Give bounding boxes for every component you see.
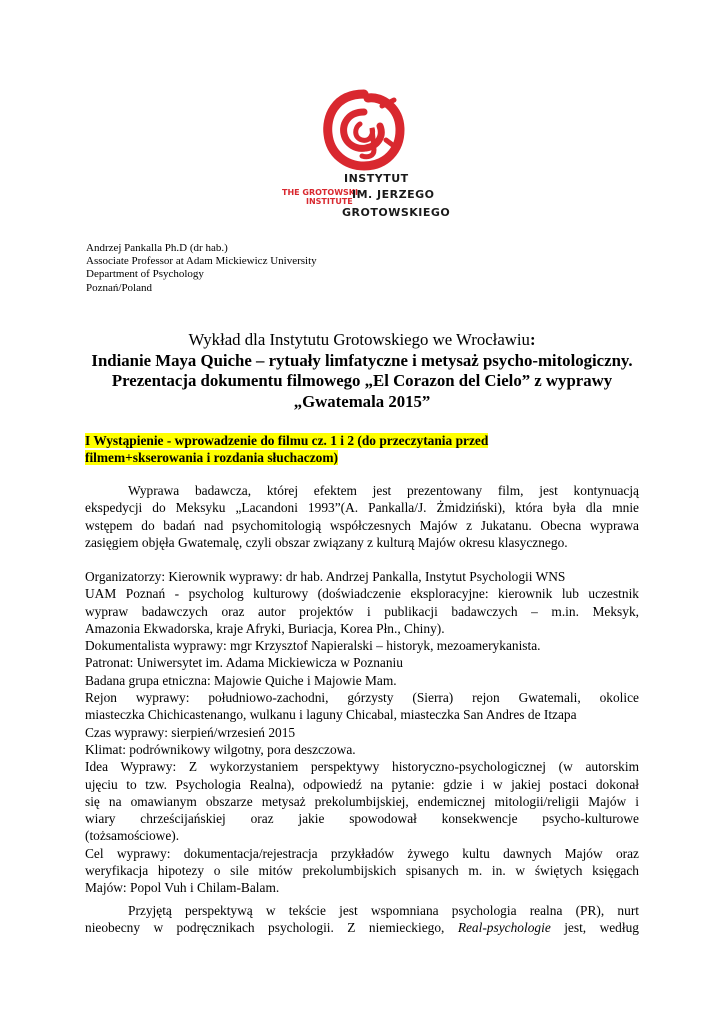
paragraph-details — [85, 568, 639, 897]
subtitle-line-1: Prezentacja dokumentu filmowego „El Corazon del Cielo” z wyprawy — [111, 371, 613, 390]
paragraph-line: wstępem do badań nad psychomitologią współczesnych Majów z Jukatanu. Obecna wyprawa — [85, 517, 639, 533]
institute-logo — [282, 88, 451, 228]
paragraph-line: zasięgiem objęła Gwatemalę, czyli obszar związany z kulturą Majów okresu klasycznego. — [85, 534, 568, 550]
logo-red-line-2: INSTITUTE — [306, 197, 353, 206]
paragraph-line: Idea Wyprawy: Z wykorzystaniem perspektywy historyczno-psychologicznej (w autorskim — [85, 759, 639, 775]
paragraph-line: UAM Poznań - psycholog kulturowy (doświadczenie eksploracyjne: kierownik lub uczestnik — [85, 586, 639, 602]
paragraph-line: nieobecny w podręcznikach psychologii. Z niemieckiego, Real-psychologie jest, według — [85, 920, 639, 936]
paragraph-line: Rejon wyprawy: południowo-zachodni, górzysty (Sierra) rejon Gwatemali, okolice — [85, 690, 639, 706]
logo-line-2: IM. JERZEGO — [352, 188, 435, 201]
author-department: Department of Psychology — [86, 268, 204, 281]
paragraph-line: wiary chrześcijańskiej oraz jakie spowodował konsekwencje psycho-kulturowe — [85, 811, 639, 827]
paragraph-line: Dokumentalista wyprawy: mgr Krzysztof Napieralski – historyk, mezoamerykanista. — [85, 638, 541, 654]
author-name: Andrzej Pankalla Ph.D (dr hab.) — [86, 242, 228, 254]
paragraph-line: Klimat: podrównikowy wilgotny, pora deszczowa. — [85, 741, 356, 757]
author-block — [86, 242, 317, 295]
paragraph-line: weryfikacja hipotezy o sile mitów prekolumbijskich spisanych m. in. w świętych księgach — [85, 863, 639, 879]
paragraph-line: ekspedycji do Meksyku „Lacandoni 1993”(A. Pankalla/J. Żmidziński), która była dla mnie — [85, 500, 639, 516]
lecture-title: Wykład dla Instytutu Grotowskiego we Wrocławiu: — [188, 330, 536, 349]
paragraph-line: (tożsamościowe). — [85, 828, 180, 844]
logo-red-line-1: THE GROTOWSKI — [282, 188, 358, 197]
paragraph-intro — [85, 482, 639, 551]
section-heading-line-1: I Wystąpienie - wprowadzenie do filmu cz. 1 i 2 (do przeczytania przed — [85, 433, 489, 448]
paragraph-line: Majów: Popol Vuh i Chilam-Balam. — [85, 880, 280, 896]
paragraph-line: miasteczka Chichicastenango, wulkanu i laguny Chicabal, miasteczka San Andres de Itzapa — [85, 707, 577, 723]
subtitle-line-2: „Gwatemala 2015” — [293, 391, 431, 411]
logo-line-1: INSTYTUT — [344, 172, 409, 185]
paragraph-line: Cel wyprawy: dokumentacja/rejestracja przykładów żywego kultu dawnych Majów oraz — [85, 845, 639, 861]
author-location: Poznań/Poland — [86, 281, 152, 294]
paragraph-line: wypraw badawczych oraz autor projektów i publikacji badawczych – m.in. Meksyk, — [85, 603, 639, 619]
paragraph-perspective — [85, 902, 639, 937]
paragraph-line: Organizatorzy: Kierownik wyprawy: dr hab. Andrzej Pankalla, Instytut Psychologii WNS — [85, 569, 566, 584]
title-block — [60, 330, 664, 412]
paragraph-line: Badana grupa etniczna: Majowie Quiche i Majowie Mam. — [85, 672, 397, 688]
paragraph-line: Czas wyprawy: sierpień/wrzesień 2015 — [85, 724, 296, 740]
logo-line-3: GROTOWSKIEGO — [342, 206, 451, 219]
author-position: Associate Professor at Adam Mickiewicz University — [86, 255, 317, 268]
section-heading-line-2: filmem+skserowania i rozdania słuchaczom) — [85, 450, 338, 465]
paragraph-line: Amazonia Ekwadorska, kraje Afryki, Buriacja, Korea Płn., Chiny). — [85, 620, 445, 636]
paragraph-line: się na omawianym obszarze metysaż prekolumbijskiej, endemicznej mitologii/religii Majów i — [85, 793, 639, 809]
main-title: Indianie Maya Quiche – rytuały limfatyczne i metysaż psycho-mitologiczny. — [91, 350, 633, 370]
paragraph-line: Przyjętą perspektywą w tekście jest wspomniana psychologia realna (PR), nurt — [128, 903, 639, 918]
paragraph-line: Wyprawa badawcza, której efektem jest prezentowany film, jest kontynuacją — [128, 483, 639, 498]
paragraph-line: Patronat: Uniwersytet im. Adama Mickiewicza w Poznaniu — [85, 655, 403, 671]
section-heading — [85, 432, 645, 466]
italic-term: Real-psychologie — [457, 920, 551, 936]
paragraph-line: ujęciu to tzw. Psychologia Realna), odpowiedź na pytanie: gdzie i w jakiej postaci dokonał — [85, 776, 639, 792]
